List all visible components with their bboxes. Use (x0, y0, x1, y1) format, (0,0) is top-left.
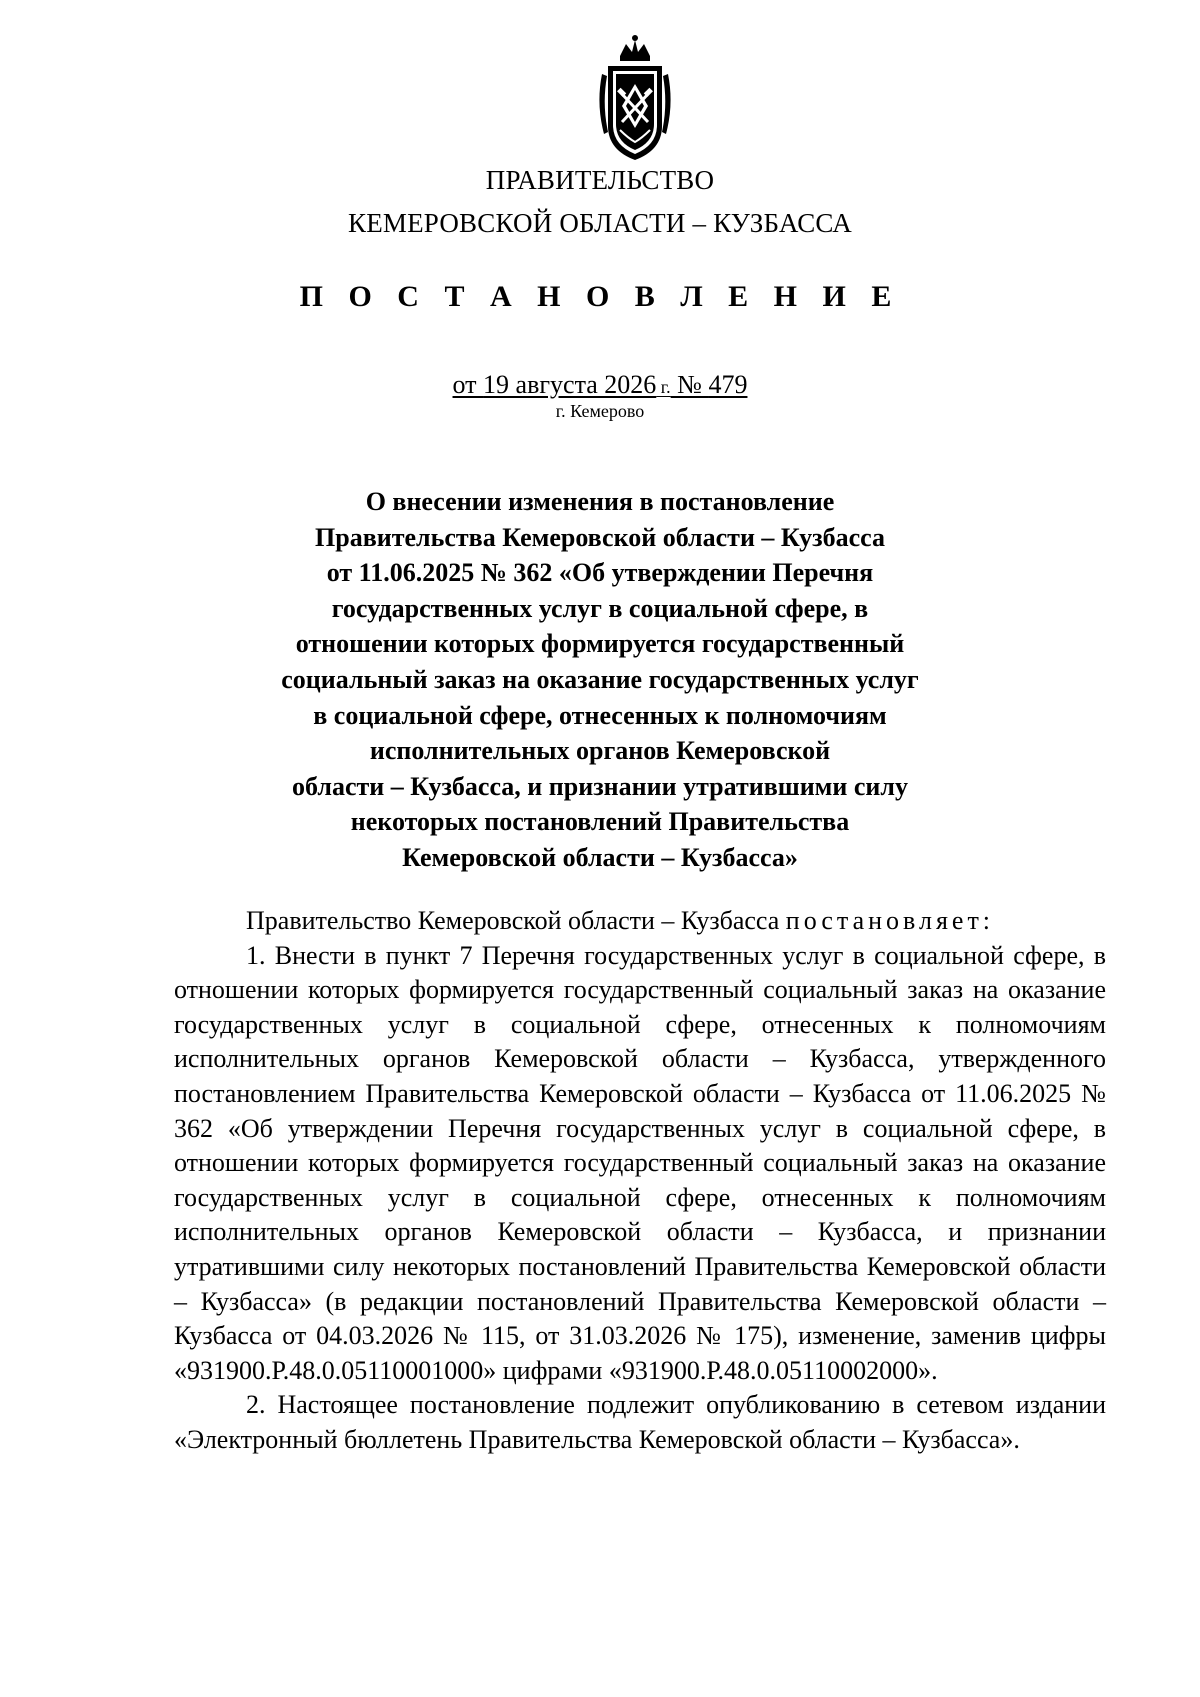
intro-text: Правительство Кемеровской области – Кузбасса (246, 906, 786, 935)
government-name-line-2: КЕМЕРОВСКОЙ ОБЛАСТИ – КУЗБАССА (348, 208, 852, 238)
resolution-item-1: 1. Внести в пункт 7 Перечня государственных услуг в социальной сфере, в отношении которых формируется государственный социальный заказ на оказание государственных услуг в социальной сфере, отнесенных к полномочиям исполнительных органов Кемеровской области – Кузбасса, утвержденного постановлением Правительства Кемеровской области – Кузбасса от 11.06.2025 № 362 «Об утверждении Перечня государственных услуг в социальной сфере, в отношении которых формируется государственный социальный заказ на оказание государственных услуг в социальной сфере, отнесенных к полномочиям исполнительных органов Кемеровской области – Кузбасса, и признании утратившими силу некоторых постановлений Правительства Кемеровской области – Кузбасса» (в редакции постановлений Правительства Кемеровской области – Кузбасса от 04.03.2026 № 115, от 31.03.2026 № 175), изменение, заменив цифры «931900.Р.48.0.05110001000» цифрами «931900.Р.48.0.05110002000». (174, 940, 1106, 1385)
city-label: г. Кемерово (555, 401, 645, 421)
document-date: 19 августа 2026 (483, 370, 657, 399)
kuzbass-coat-of-arms-icon (592, 34, 678, 164)
number-sign: № (670, 370, 709, 399)
title-line: области – Кузбасса, и признании утратившими силу (292, 771, 908, 801)
date-number-line (0, 369, 1200, 403)
title-line: Правительства Кемеровской области – Кузбасса (315, 522, 885, 552)
intro-verb: постановляет: (785, 906, 995, 935)
title-line: исполнительных органов Кемеровской (369, 736, 831, 766)
document-body (174, 904, 1106, 1458)
title-line: О внесении изменения в постановление (365, 487, 835, 516)
title-line: в социальной сфере, отнесенных к полномочиям (313, 700, 887, 730)
resolution-intro (174, 904, 1106, 939)
date-prefix: от (452, 370, 484, 399)
document-number: 479 (708, 370, 748, 399)
document-title (235, 484, 965, 876)
resolution-item-2: 2. Настоящее постановление подлежит опубликованию в сетевом издании «Электронный бюллетень Правительства Кемеровской области – Кузбасса». (174, 1390, 1106, 1454)
title-line: государственных услуг в социальной сфере, в (331, 593, 869, 623)
title-line: некоторых постановлений Правительства (350, 807, 850, 837)
title-line: социальный заказ на оказание государственных услуг (281, 664, 919, 694)
year-suffix: г. (656, 377, 671, 397)
document-type-heading: П О С Т А Н О В Л Е Н И Е (299, 280, 901, 313)
title-line: от 11.06.2025 № 362 «Об утверждении Перечня (326, 558, 874, 588)
title-line: Кемеровской области – Кузбасса» (402, 842, 798, 872)
title-line: отношении которых формируется государственный (295, 629, 905, 659)
government-name-line-1: ПРАВИТЕЛЬСТВО (485, 165, 715, 195)
